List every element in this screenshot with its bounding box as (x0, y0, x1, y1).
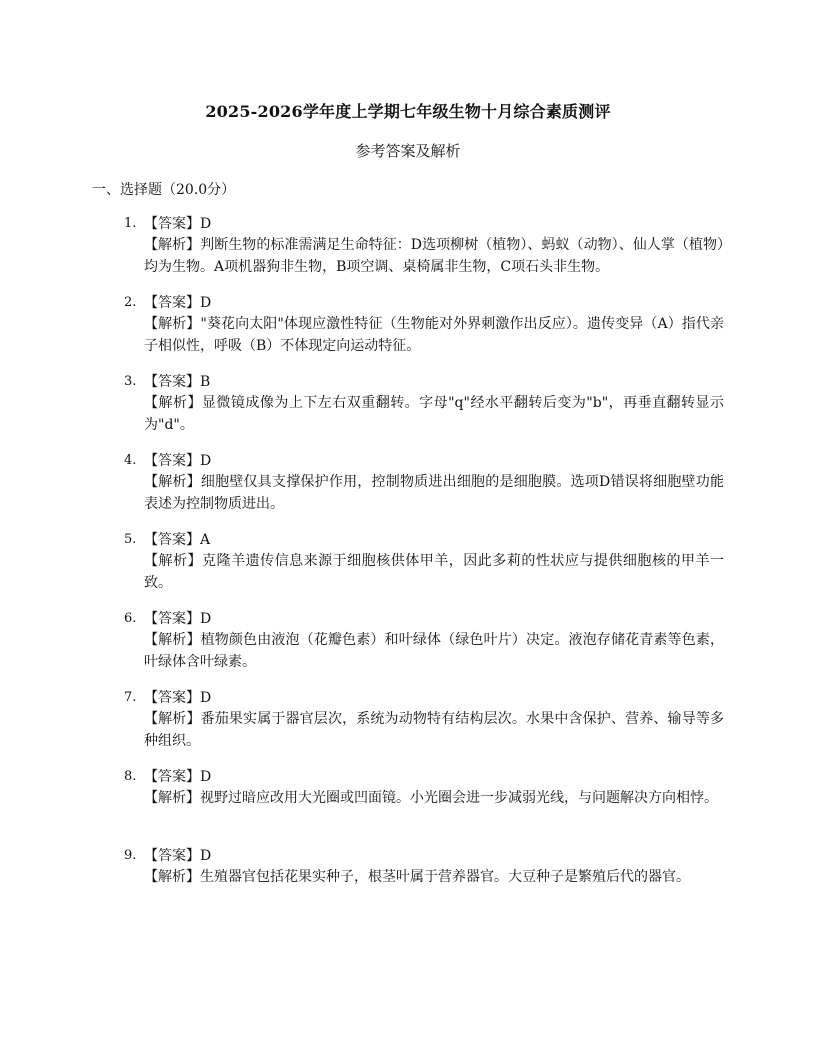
item-number: 6. (124, 611, 137, 626)
page-subtitle: 参考答案及解析 (355, 142, 461, 160)
item-answer: 【答案】D (144, 848, 212, 864)
item-number: 1. (124, 216, 137, 231)
item-answer: 【答案】D (144, 216, 212, 232)
answer-item (0, 214, 816, 293)
item-analysis: 【解析】显微镜成像为上下左右双重翻转。字母"q"经水平翻转后变为"b"，再垂直翻转显示为"d"。 (144, 395, 724, 433)
item-analysis: 【解析】视野过暗应改用大光圈或凹面镜。小光圈会进一步减弱光线，与问题解决方向相悖。 (144, 790, 718, 806)
item-analysis: 【解析】克隆羊遗传信息来源于细胞核供体甲羊，因此多莉的性状应与提供细胞核的甲羊一致。 (144, 553, 724, 591)
item-analysis: 【解析】"葵花向太阳"体现应激性特征（生物能对外界刺激作出反应）。遗传变异（A）指代亲子相似性，呼吸（B）不体现定向运动特征。 (144, 316, 724, 354)
page-title: 2025-2026学年度上学期七年级生物十月综合素质测评 (205, 102, 611, 121)
item-number: 3. (124, 374, 137, 389)
item-number: 5. (124, 532, 137, 547)
item-number: 4. (124, 453, 137, 468)
answer-list (0, 214, 816, 925)
answer-item (0, 609, 816, 688)
answer-item (0, 530, 816, 609)
item-number: 8. (124, 769, 137, 784)
item-answer: 【答案】D (144, 453, 212, 469)
item-number: 7. (124, 690, 137, 705)
item-number: 2. (124, 295, 137, 310)
item-answer: 【答案】D (144, 769, 212, 785)
answer-item (0, 846, 816, 925)
item-answer: 【答案】B (144, 374, 211, 390)
item-number: 9. (124, 848, 137, 863)
answer-item (0, 372, 816, 451)
item-analysis: 【解析】生殖器官包括花果实种子，根茎叶属于营养器官。大豆种子是繁殖后代的器官。 (144, 869, 690, 885)
item-answer: 【答案】A (144, 532, 211, 548)
answer-item (0, 767, 816, 846)
item-answer: 【答案】D (144, 690, 212, 706)
item-analysis: 【解析】植物颜色由液泡（花瓣色素）和叶绿体（绿色叶片）决定。液泡存储花青素等色素，叶绿体含叶绿素。 (144, 632, 724, 670)
item-analysis: 【解析】细胞壁仅具支撑保护作用，控制物质进出细胞的是细胞膜。选项D错误将细胞壁功能表述为控制物质进出。 (144, 474, 724, 512)
section-heading: 一、选择题（20.0分） (92, 182, 236, 198)
item-answer: 【答案】D (144, 295, 212, 311)
answer-item (0, 688, 816, 767)
answer-item (0, 293, 816, 372)
item-analysis: 【解析】番茄果实属于器官层次，系统为动物特有结构层次。水果中含保护、营养、输导等多种组织。 (144, 711, 724, 749)
answer-item (0, 451, 816, 530)
item-analysis: 【解析】判断生物的标准需满足生命特征：D选项柳树（植物）、蚂蚁（动物）、仙人掌（植物）均为生物。A项机器狗非生物，B项空调、桌椅属非生物，C项石头非生物。 (144, 237, 724, 275)
item-answer: 【答案】D (144, 611, 212, 627)
